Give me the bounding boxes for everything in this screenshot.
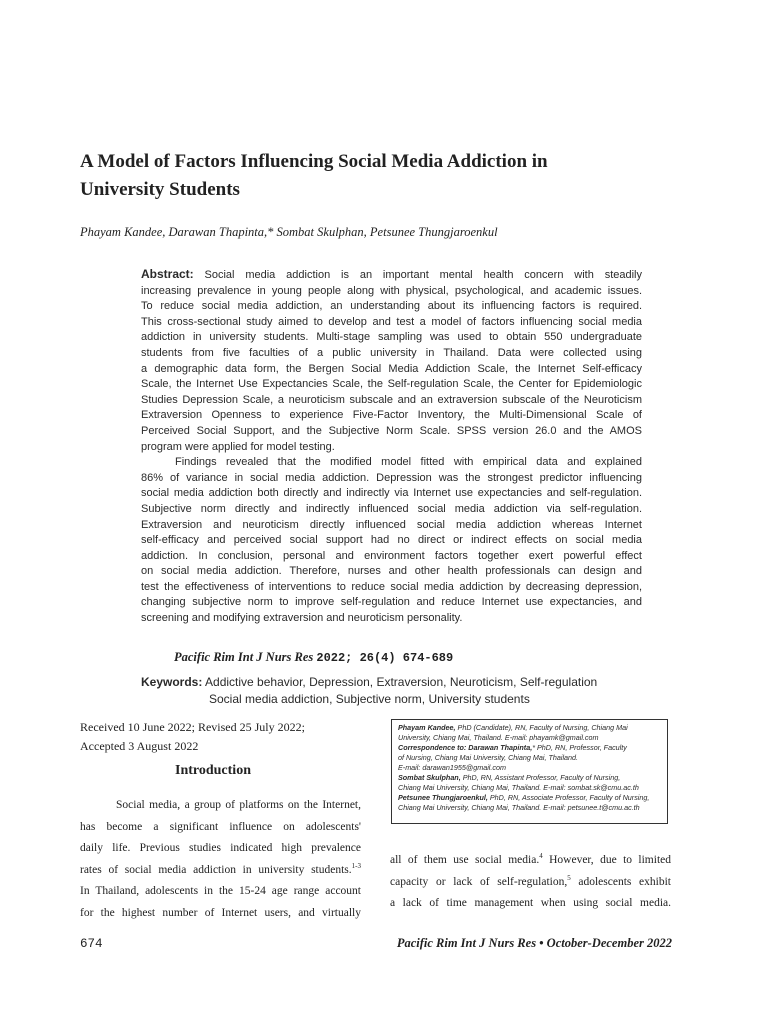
affiliation-author-name: Sombat Skulphan, xyxy=(398,773,461,782)
body-line: for the highest number of Internet users, and virtually xyxy=(80,906,361,919)
body-line-text: However, due to limited xyxy=(542,854,671,866)
abstract xyxy=(141,267,642,627)
body-line-text: rates of social media addiction in university students. xyxy=(80,863,352,876)
abstract-line: Studies Depression Scale, a neuroticism subscale and an extraversion subscale of the Neuroticism xyxy=(141,393,642,406)
abstract-findings-line: Subjective norm directly and indirectly influenced social media addiction via self-regulation. xyxy=(141,502,642,515)
running-footer-journal: Pacific Rim Int J Nurs Res • October-December 2022 xyxy=(396,936,672,950)
abstract-findings-line: changing subjective norm to improve self-regulation and reduce Internet use expectancies, and xyxy=(141,596,642,609)
affiliation-line xyxy=(398,793,661,803)
affiliation-line xyxy=(398,743,661,753)
citation xyxy=(174,650,453,665)
affiliation-text: * PhD, RN, Professor, Faculty xyxy=(532,743,627,752)
abstract-line: This cross-sectional study aimed to develop and test a model of factors influencing social media xyxy=(141,315,642,328)
body-line: In Thailand, adolescents in the 15-24 age range account xyxy=(80,885,361,898)
abstract-line: addiction in university students. Multi-stage sampling was used to obtain 550 undergraduate xyxy=(141,331,642,344)
body-line-text: capacity or lack of self-regulation, xyxy=(390,875,568,888)
keywords-line-1: Addictive behavior, Depression, Extraversion, Neuroticism, Self-regulation xyxy=(202,675,598,689)
affiliation-line: Chiang Mai University, Chiang Mai, Thailand. E-mail: petsunee.t@cmu.ac.th xyxy=(398,803,640,812)
citation-superscript: 1-3 xyxy=(351,861,361,870)
affiliation-line xyxy=(398,773,661,783)
abstract-line: increasing prevalence in young people along with physical, psychological, and academic issues. xyxy=(141,284,642,297)
affiliation-text: PhD (Candidate), RN, Faculty of Nursing, Chiang Mai xyxy=(455,723,628,732)
affiliation-line: E-mail: darawan1955@gmail.com xyxy=(398,763,506,772)
abstract-findings-line: on social media addiction. Therefore, nurses and other health professionals can design and xyxy=(141,565,642,578)
affiliation-author-name: Phayam Kandee, xyxy=(398,723,456,732)
body-line xyxy=(390,850,671,872)
title-line-2: University Students xyxy=(80,179,240,200)
body-line-text: adolescents exhibit xyxy=(570,875,671,888)
abstract-line: To reduce social media addiction, an understanding about its influencing factors is required. xyxy=(141,300,642,313)
affiliation-line: of Nursing, Chiang Mai University, Chiang Mai, Thailand. xyxy=(398,753,579,762)
title-line-1: A Model of Factors Influencing Social Media Addiction in xyxy=(80,151,548,172)
keywords-label: Keywords: xyxy=(141,675,203,689)
abstract-line: Scale, the Internet Use Expectancies Scale, the Self-regulation Scale, the Center for Epidemiologic xyxy=(141,378,642,391)
introduction-body-right xyxy=(390,850,671,915)
abstract-findings-line: self-efficacy and perceived social support had no direct or indirect effects on social media xyxy=(141,534,642,547)
abstract-line: program were applied for model testing. xyxy=(141,440,335,453)
abstract-findings-line: Findings revealed that the modified model fitted with empirical data and explained xyxy=(175,456,642,469)
citation-volume: 2022; 26(4) 674-689 xyxy=(316,651,454,665)
citation-superscript: 5 xyxy=(567,873,571,882)
body-line: a lack of time management when using social media. xyxy=(390,897,671,910)
introduction-body-left xyxy=(80,795,361,925)
citation-superscript: 4 xyxy=(539,852,543,861)
affiliation-line: Chiang Mai University, Chiang Mai, Thailand. E-mail: sombat.sk@cmu.ac.th xyxy=(398,783,639,792)
article-title xyxy=(80,148,680,204)
abstract-findings-line: Extraversion and neuroticism directly influenced social media addiction whereas Internet xyxy=(141,518,642,531)
affiliation-text: PhD, RN, Associate Professor, Faculty of Nursing, xyxy=(487,793,650,802)
abstract-line-text: Social media addiction is an important mental health concern with steadily xyxy=(193,269,642,281)
abstract-line: Extraversion Openness to experience Five-Factor Inventory, the Multi-Dimensional Scale of xyxy=(141,409,642,422)
affiliation-text: PhD, RN, Assistant Professor, Faculty of Nursing, xyxy=(460,773,621,782)
abstract-line xyxy=(141,267,642,284)
body-line xyxy=(80,860,361,882)
abstract-line: a demographic data form, the Bergen Social Media Addiction Scale, the Internet Self-efficacy xyxy=(141,362,642,375)
received-line-1: Received 10 June 2022; Revised 25 July 2022; xyxy=(80,720,305,734)
author-affiliations-box xyxy=(391,719,668,824)
body-line: has become a significant influence on adolescents' xyxy=(80,820,361,833)
section-heading-introduction: Introduction xyxy=(175,763,251,778)
body-line-text: all of them use social media. xyxy=(390,854,540,866)
affiliation-author-name: Petsunee Thungjaroenkul, xyxy=(398,793,488,802)
affiliation-line xyxy=(398,723,661,733)
received-dates xyxy=(80,718,370,756)
body-line xyxy=(390,872,671,894)
affiliation-line: University, Chiang Mai, Thailand. E-mail: phayamk@gmail.com xyxy=(398,733,599,742)
abstract-findings-line: social media addiction both directly and indirectly via Internet use expectancies and self-regulation. xyxy=(141,487,642,500)
abstract-findings-line: screening and modifying extraversion and neuroticism personality. xyxy=(141,612,463,625)
received-line-2: Accepted 3 August 2022 xyxy=(80,739,199,753)
abstract-findings-line: addiction. In conclusion, personal and environment factors together exert powerful effect xyxy=(141,549,642,562)
abstract-line: students from five faculties of a public university in Thailand. Data were collected using xyxy=(141,346,642,359)
page-number: 674 xyxy=(80,937,103,951)
affiliation-author-name: Correspondence to: Darawan Thapinta, xyxy=(398,743,533,752)
citation-journal: Pacific Rim Int J Nurs Res xyxy=(174,650,314,664)
body-line: daily life. Previous studies indicated high prevalence xyxy=(80,842,361,855)
abstract-findings-line: test the effectiveness of interventions to reduce social media addiction by decreasing depression, xyxy=(141,580,642,593)
keywords xyxy=(141,674,642,708)
author-list: Phayam Kandee, Darawan Thapinta,* Sombat Skulphan, Petsunee Thungjaroenkul xyxy=(80,225,498,239)
abstract-findings-line: 86% of variance in social media addiction. Depression was the strongest predictor influencing xyxy=(141,471,642,484)
abstract-line: Perceived Social Support, and the Subjective Norm Scale. SPSS version 26.0 and the AMOS xyxy=(141,424,642,437)
body-line: Social media, a group of platforms on the Internet, xyxy=(116,799,361,811)
abstract-label: Abstract: xyxy=(141,267,194,281)
keywords-line-2: Social media addiction, Subjective norm, University students xyxy=(209,692,530,706)
